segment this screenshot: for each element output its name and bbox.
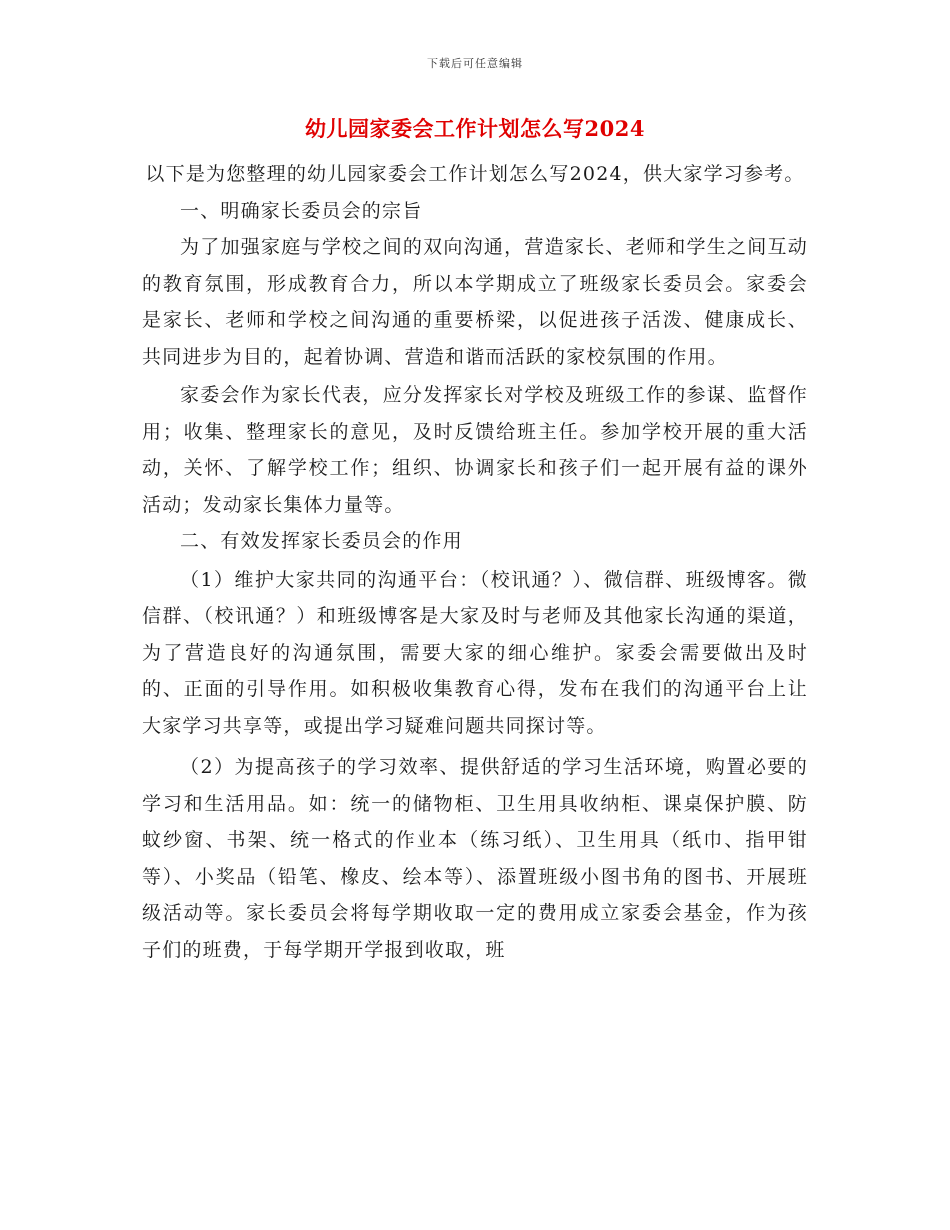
document-title: 幼儿园家委会工作计划怎么写2024 [305, 116, 645, 141]
body-paragraph: （1）维护大家共同的沟通平台：（校讯通？）、微信群、班级博客。微信群、（校讯通？）和班级博客是大家及时与老师及其他家长沟通的渠道，为了营造良好的沟通氛围，需要大家的细心维护。家委会需要做出及时的、正面的引导作用。如积极收集教育心得，发布在我们的沟通平台上让大家学习共享等，或提出学习疑难问题共同探讨等。 [142, 568, 808, 737]
body-paragraph: 家委会作为家长代表，应分发挥家长对学校及班级工作的参谋、监督作用；收集、整理家长的意见，及时反馈给班主任。参加学校开展的重大活动，关怀、了解学校工作；组织、协调家长和孩子们一起开展有益的课外活动；发动家长集体力量等。 [142, 384, 808, 516]
body-paragraph: 为了加强家庭与学校之间的双向沟通，营造家长、老师和学生之间互动的教育氛围，形成教育合力，所以本学期成立了班级家长委员会。家委会是家长、老师和学校之间沟通的重要桥梁，以促进孩子活泼、健康成长、共同进步为目的，起着协调、营造和谐而活跃的家校氛围的作用。 [142, 236, 808, 368]
section-heading-2: 二、有效发挥家长委员会的作用 [180, 530, 463, 552]
header-note: 下载后可任意编辑 [427, 57, 523, 70]
body-paragraph: （2）为提高孩子的学习效率、提供舒适的学习生活环境，购置必要的学习和生活用品。如：统一的储物柜、卫生用具收纳柜、课桌保护膜、防蚊纱窗、书架、统一格式的作业本（练习纸）、卫生用具（纸巾、指甲钳等）、小奖品（铅笔、橡皮、绘本等）、添置班级小图书角的图书、开展班级活动等。家长委员会将每学期收取一定的费用成立家委会基金，作为孩子们的班费，于每学期开学报到收取，班 [142, 756, 808, 961]
document-body [142, 156, 808, 968]
intro-paragraph: 以下是为您整理的幼儿园家委会工作计划怎么写2024，供大家学习参考。 [145, 163, 805, 185]
section-heading-1: 一、明确家长委员会的宗旨 [180, 199, 423, 222]
